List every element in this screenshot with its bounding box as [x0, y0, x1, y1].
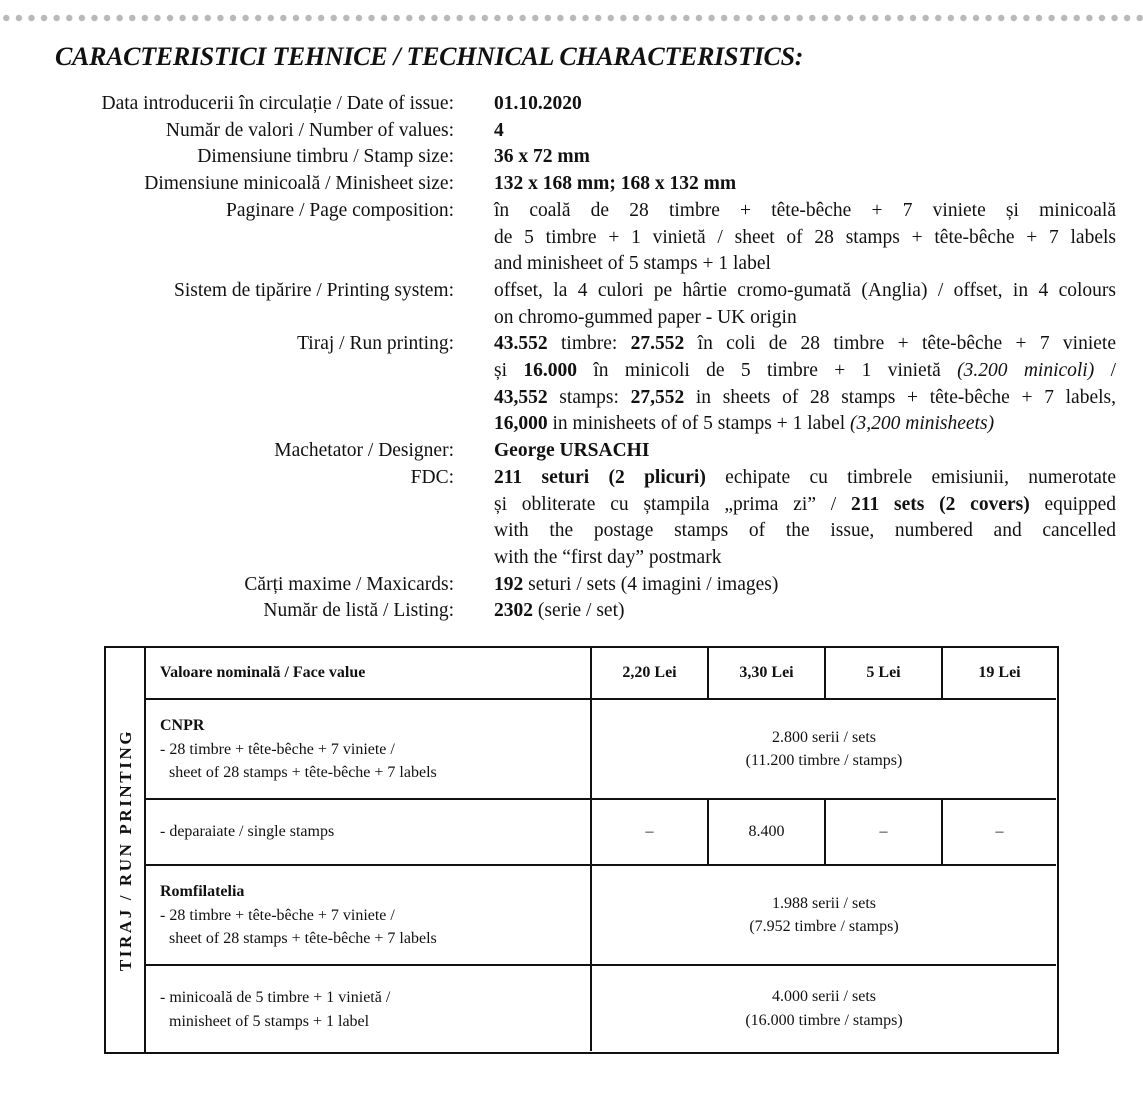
romfilatelia-value-cell: 1.988 serii / sets (7.952 timbre / stamps): [592, 866, 1056, 966]
spec-value: 211 seturi (2 plicuri) echipate cu timbrele emisiunii, numerotate și obliterate cu ștampila „prima zi” / 211 sets (2 covers) equipped with the postage stamps of the issue, numbered and cancelled with the “first day” postmark: [494, 466, 1116, 568]
spec-label: Paginare / Page composition:: [225, 199, 454, 221]
spec-label: Machetator / Designer:: [274, 440, 454, 462]
face-value-header: Valoare nominală / Face value: [146, 648, 592, 700]
spec-label: Cărți maxime / Maxicards:: [244, 573, 454, 595]
face-value-cell: 3,30 Lei: [709, 648, 826, 700]
spec-label: Dimensiune timbru / Stamp size:: [197, 146, 454, 168]
spec-value: în coală de 28 timbre + tête-bêche + 7 viniete și minicoală de 5 timbre + 1 vinietă / sheet of 28 stamps + tête-bêche + 7 labels and minisheet of 5 stamps + 1 label: [494, 199, 1116, 275]
run-printing-table: [104, 646, 1059, 1054]
dotted-separator: [0, 14, 1143, 22]
spec-values: [0, 118, 1143, 145]
spec-value: 43.552 timbre: 27.552 în coli de 28 timbre + tête-bêche + 7 viniete și 16.000 în minicoli de 5 timbre + 1 vinietă (3.200 minicoli) / 43,552 stamps: 27,552 in sheets of 28 stamps + tête-bêche + 7 labels, 16,000 in minisheets of of 5 stamps + 1 label (3,200 minisheets): [494, 333, 1116, 435]
single-value-cell: –: [592, 800, 709, 866]
spec-value: offset, la 4 culori pe hârtie cromo-gumată (Anglia) / offset, in 4 colours on chromo-gummed paper - UK origin: [494, 279, 1116, 328]
spec-label: Număr de listă / Listing:: [263, 600, 454, 622]
single-value-cell: 8.400: [709, 800, 826, 866]
romfilatelia-label-cell: Romfilatelia - 28 timbre + tête-bêche + 7 viniete / sheet of 28 stamps + tête-bêche + 7 labels: [146, 866, 592, 966]
spec-printing-system: [0, 278, 1143, 331]
single-value-cell: –: [943, 800, 1056, 866]
spec-value: 4: [494, 119, 504, 141]
spec-label: Dimensiune minicoală / Minisheet size:: [144, 173, 454, 195]
spec-value: George URSACHI: [494, 440, 650, 462]
spec-listing: [0, 598, 1143, 625]
cnpr-value-cell: 2.800 serii / sets (11.200 timbre / stamps): [592, 700, 1056, 800]
spec-label: FDC:: [410, 466, 454, 488]
face-value-cell: 2,20 Lei: [592, 648, 709, 700]
minisheet-value-cell: 4.000 serii / sets (16.000 timbre / stamps): [745, 988, 903, 1029]
side-label: TIRAJ / RUN PRINTING: [116, 728, 135, 972]
specs-list: [0, 91, 1143, 625]
minisheet-label-cell: - minicoală de 5 timbre + 1 vinietă / minisheet of 5 stamps + 1 label: [146, 966, 592, 1051]
spec-value: 36 x 72 mm: [494, 146, 590, 168]
side-label-column: [106, 648, 146, 1052]
page-title: CARACTERISTICI TEHNICE / TECHNICAL CHARACTERISTICS:: [55, 42, 804, 71]
spec-stamp-size: [0, 144, 1143, 171]
cnpr-label-cell: CNPR - 28 timbre + tête-bêche + 7 viniete / sheet of 28 stamps + tête-bêche + 7 labels: [146, 700, 592, 800]
spec-label: Sistem de tipărire / Printing system:: [173, 279, 454, 301]
spec-value: 01.10.2020: [494, 93, 582, 114]
single-value-cell: –: [826, 800, 943, 866]
spec-value: 132 x 168 mm; 168 x 132 mm: [494, 173, 737, 195]
spec-date: [0, 91, 1143, 118]
spec-value: 192 seturi / sets (4 imagini / images): [494, 573, 779, 595]
spec-label: Număr de valori / Number of values:: [165, 119, 454, 141]
spec-label: Data introducerii în circulație / Date of issue:: [101, 93, 454, 114]
spec-label: Tiraj / Run printing:: [297, 333, 454, 355]
spec-maxicards: [0, 572, 1143, 599]
romfilatelia-title: Romfilatelia: [160, 883, 245, 900]
single-stamps-label: - deparaiate / single stamps: [146, 800, 592, 866]
cnpr-title: CNPR: [160, 717, 205, 734]
spec-value: 2302 (serie / set): [494, 600, 625, 622]
spec-fdc: [0, 465, 1143, 572]
spec-designer: [0, 438, 1143, 465]
face-value-cell: 5 Lei: [826, 648, 943, 700]
spec-page-composition: [0, 198, 1143, 278]
face-value-cell: 19 Lei: [943, 648, 1056, 700]
spec-minisheet-size: [0, 171, 1143, 198]
spec-run-printing: [0, 331, 1143, 438]
